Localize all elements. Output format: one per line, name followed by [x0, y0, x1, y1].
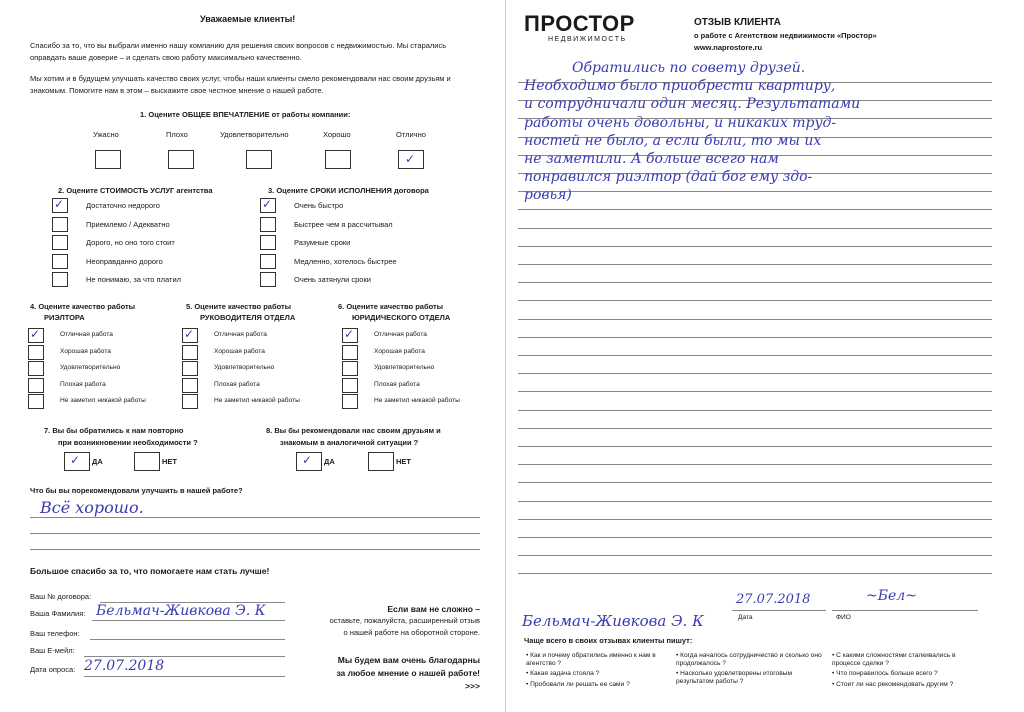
review-rule-line	[518, 464, 992, 465]
review-rule-line	[518, 355, 992, 356]
q2-option-label: Неоправданно дорого	[86, 256, 163, 266]
q4-option-label: Плохая работа	[60, 380, 106, 388]
q6-title	[338, 301, 450, 323]
q1-question	[140, 110, 350, 119]
q5-option-label: Удовлетворительно	[214, 364, 275, 371]
q5-checkbox[interactable]	[182, 361, 198, 376]
contract-label: Ваш № договора:	[30, 592, 92, 601]
date-caption: Дата	[738, 614, 753, 621]
q2-checkmark: ✓	[54, 197, 65, 211]
date-line	[84, 676, 285, 677]
side-note	[300, 603, 480, 639]
q1-option-checkbox[interactable]	[246, 150, 272, 169]
date-value[interactable]: 27.07.2018	[84, 658, 165, 674]
review-rule-line	[518, 519, 992, 520]
review-title: ОТЗЫВ КЛИЕНТА	[694, 17, 781, 28]
q3-title: 3. Оцените СРОКИ ИСПОЛНЕНИЯ договора	[268, 186, 429, 195]
review-rule-line	[518, 191, 992, 192]
grateful-note	[300, 654, 480, 693]
review-line[interactable]: Обратились по совету друзей.	[572, 60, 806, 76]
logo-subtitle: НЕДВИЖИМОСТЬ	[548, 36, 627, 43]
q8-line1: 8. Вы бы рекомендовали нас своим друзьям и	[266, 426, 441, 435]
q6-option-label: Не заметил никакой работы	[374, 397, 460, 404]
q1-option-label: Хорошо	[323, 130, 351, 139]
review-rule-line	[518, 300, 992, 301]
q5-title-line1: 5. Оцените качество работы	[186, 302, 292, 311]
q7-no-label: НЕТ	[162, 457, 177, 466]
q3-checkbox[interactable]	[260, 217, 276, 232]
often-item: • Когда началось сотрудничество и сколько оно продолжалось ?	[676, 652, 822, 667]
intro-paragraph-1: Спасибо за то, что вы выбрали именно нашу компанию для решения своих вопросов с недвижимостью. Мы старались оправдать ваше доверие – и сделать свою работу максимально качественно.	[30, 41, 447, 62]
signature-icon: ~Бел~	[866, 588, 917, 604]
review-rule-line	[518, 446, 992, 447]
q1-text: Оцените ОБЩЕЕ ВПЕЧАТЛЕНИЕ от работы компании:	[148, 110, 351, 119]
often-item: • Стоит ли нас рекомендовать другим ?	[832, 681, 954, 688]
often-item: • С какими сложностями сталкивались в процессе сделки ?	[832, 652, 956, 667]
logo-text: ПРОСТОР	[524, 11, 635, 36]
surname-label: Ваша Фамилия:	[30, 609, 86, 618]
review-rule-line	[518, 482, 992, 483]
q2-option-label: Достаточно недорого	[86, 201, 160, 210]
review-line[interactable]: работы очень довольны, и никаких труд-	[524, 114, 837, 131]
q4-checkbox[interactable]	[28, 361, 44, 376]
review-rule-line	[518, 537, 992, 538]
improve-line-1	[30, 517, 480, 518]
q4-checkmark: ✓	[30, 327, 41, 341]
review-rule-line	[518, 373, 992, 374]
q6-checkbox[interactable]	[342, 394, 358, 409]
surname-line	[92, 620, 285, 621]
q6-checkbox[interactable]	[342, 345, 358, 360]
q8-no-label: НЕТ	[396, 457, 411, 466]
q1-option-label: Плохо	[166, 130, 188, 139]
q1-option-checkbox[interactable]	[325, 150, 351, 169]
q6-checkbox[interactable]	[342, 378, 358, 393]
review-rule-line	[518, 410, 992, 411]
review-rule-line	[518, 264, 992, 265]
surname-value[interactable]: Бельмач-Живкова Э. К	[96, 603, 266, 619]
review-rule-line	[518, 337, 992, 338]
q3-option-label: Очень быстро	[294, 201, 344, 210]
q1-option-label: Отлично	[396, 130, 426, 139]
q1-checkmark: ✓	[405, 152, 416, 166]
q3-option-label: Разумные сроки	[294, 238, 351, 247]
q2-checkbox[interactable]	[52, 235, 68, 250]
q5-checkmark: ✓	[184, 327, 195, 341]
q3-checkbox[interactable]	[260, 272, 276, 287]
q4-checkbox[interactable]	[28, 378, 44, 393]
review-rule-line	[518, 501, 992, 502]
q3-checkbox[interactable]	[260, 235, 276, 250]
often-item: • Насколько удовлетворены итоговым результатом работы ?	[676, 670, 792, 685]
q1-option-label: Удовлетворительно	[220, 130, 289, 139]
review-rule-line	[518, 228, 992, 229]
often-item: • Как и почему обратились именно к нам в агентство ?	[526, 652, 656, 667]
review-subtitle: о работе с Агентством недвижимости «Простор»	[694, 31, 877, 40]
q6-title-line1: 6. Оцените качество работы	[338, 302, 444, 311]
side-note-line2: оставьте, пожалуйста, расширенный отзыв	[329, 616, 480, 625]
email-label: Ваш Е-мейл:	[30, 646, 75, 655]
q6-option-label: Хорошая работа	[374, 347, 425, 355]
q7-yes-checkmark: ✓	[70, 453, 81, 467]
q8-line2: знакомым в аналогичной ситуации ?	[280, 438, 419, 447]
review-line[interactable]: и сотрудничали один месяц. Результатами	[524, 96, 861, 113]
review-rule-line	[518, 282, 992, 283]
fio-caption: ФИО	[836, 614, 851, 621]
often-item: • Что понравилось больше всего ?	[832, 670, 938, 677]
fio-line	[832, 610, 978, 611]
q1-option-checkbox[interactable]	[168, 150, 194, 169]
q5-option-label: Хорошая работа	[214, 347, 265, 355]
q4-title-line1: 4. Оцените качество работы	[30, 302, 136, 311]
greeting: Уважаемые клиенты!	[200, 14, 296, 24]
q6-checkmark: ✓	[344, 327, 355, 341]
q8-yes-checkmark: ✓	[302, 453, 313, 467]
review-rule-line	[518, 555, 992, 556]
q5-checkbox[interactable]	[182, 394, 198, 409]
intro-paragraph-2: Мы хотим и в будущем улучшать качество своих услуг, чтобы наши клиенты смело рекомендовали нас своим друзьям и знакомым. Помогите нам в этом – выскажите свое честное мнение о нашей работе.	[30, 74, 451, 95]
q3-checkbox[interactable]	[260, 254, 276, 269]
sign-date-line	[732, 610, 826, 611]
q6-option-label: Отличная работа	[374, 331, 427, 338]
q2-option-label: Приемлемо / Адекватно	[86, 219, 170, 229]
review-rule-line	[518, 428, 992, 429]
q3-checkmark: ✓	[262, 197, 273, 211]
improve-line-2	[30, 533, 480, 534]
q8-no-checkbox[interactable]	[368, 452, 394, 471]
thanks-text: Большое спасибо за то, что помогаете нам стать лучше!	[30, 566, 270, 576]
improve-line-3	[30, 549, 480, 550]
page-divider	[505, 0, 506, 712]
often-item: • Пробовали ли решать ее сами ?	[526, 681, 630, 688]
q7-no-checkbox[interactable]	[134, 452, 160, 471]
improve-answer[interactable]: Всё хорошо.	[40, 498, 144, 517]
q7-line2: при возникновении необходимости ?	[58, 438, 198, 447]
often-title: Чаще всего в своих отзывах клиенты пишут:	[524, 636, 693, 645]
q2-checkbox[interactable]	[52, 254, 68, 269]
q4-checkbox[interactable]	[28, 345, 44, 360]
q8-question	[266, 425, 441, 449]
q6-checkbox[interactable]	[342, 361, 358, 376]
side-note-line1: Если вам не сложно –	[387, 604, 480, 614]
review-rule-line	[518, 319, 992, 320]
q7-line1: 7. Вы бы обратились к нам повторно	[44, 426, 184, 435]
side-note-line3: о нашей работе на оборотной стороне.	[343, 628, 480, 637]
q6-option-label: Плохая работа	[374, 380, 420, 388]
arrows-icon: >>>	[465, 681, 480, 691]
improve-question: Что бы вы порекомендовали улучшить в нашей работе?	[30, 486, 243, 495]
q2-checkbox[interactable]	[52, 272, 68, 287]
q1-option-label: Ужасно	[93, 130, 119, 139]
q3-option-label: Медленно, хотелось быстрее	[294, 256, 397, 266]
q5-title	[186, 301, 295, 323]
q5-option-label: Плохая работа	[214, 380, 260, 388]
review-line[interactable]: Необходимо было приобрести квартиру,	[524, 78, 836, 95]
often-item: • Какая задача стояла ?	[526, 670, 600, 677]
q2-checkbox[interactable]	[52, 217, 68, 232]
q3-option-label: Очень затянули сроки	[294, 275, 371, 284]
review-line[interactable]: не заметили. А больше всего нам	[524, 151, 779, 167]
q7-question	[44, 425, 198, 449]
review-rule-line	[518, 573, 992, 574]
phone-line[interactable]	[90, 639, 285, 640]
review-rule-line	[518, 391, 992, 392]
sign-date[interactable]: 27.07.2018	[736, 592, 811, 607]
q5-checkbox[interactable]	[182, 378, 198, 393]
review-line[interactable]: понравился риэлтор (дай бог ему здо-	[524, 169, 813, 186]
q1-number: 1.	[140, 110, 147, 119]
q2-option-label: Не понимаю, за что платил	[86, 275, 182, 284]
q6-title-line2: ЮРИДИЧЕСКОГО ОТДЕЛА	[352, 313, 451, 322]
q8-yes-label: ДА	[324, 457, 335, 466]
q4-option-label: Отличная работа	[60, 331, 113, 338]
q2-option-label: Дорого, но оно того стоит	[86, 238, 175, 247]
q5-title-line2: РУКОВОДИТЕЛЯ ОТДЕЛА	[200, 313, 296, 322]
review-rule-line	[518, 246, 992, 247]
q5-checkbox[interactable]	[182, 345, 198, 360]
review-line[interactable]: ровья)	[524, 187, 572, 204]
logo	[524, 12, 635, 43]
email-line[interactable]	[84, 656, 285, 657]
q3-option-label: Быстрее чем я рассчитывал	[294, 219, 393, 229]
review-line[interactable]: ностей не было, а если были, то мы их	[524, 132, 822, 149]
q5-option-label: Не заметил никакой работы	[214, 397, 300, 404]
q7-yes-label: ДА	[92, 457, 103, 466]
date-label: Дата опроса:	[30, 665, 76, 674]
q4-title-line2: РИЭЛТОРА	[44, 313, 85, 322]
q5-option-label: Отличная работа	[214, 331, 267, 338]
q6-option-label: Удовлетворительно	[374, 364, 435, 371]
q2-title: 2. Оцените СТОИМОСТЬ УСЛУГ агентства	[58, 186, 213, 195]
grateful-line2: за любое мнение о нашей работе!	[336, 668, 480, 678]
phone-label: Ваш телефон:	[30, 629, 80, 638]
q1-option-checkbox[interactable]	[95, 150, 121, 169]
review-rule-line	[518, 209, 992, 210]
site-link[interactable]: www.naprostore.ru	[694, 43, 763, 52]
sign-name[interactable]: Бельмач-Живкова Э. К	[522, 612, 704, 630]
q4-option-label: Хорошая работа	[60, 347, 111, 355]
q4-option-label: Не заметил никакой работы	[60, 397, 146, 404]
q4-option-label: Удовлетворительно	[60, 364, 121, 371]
q4-title	[30, 301, 135, 323]
q4-checkbox[interactable]	[28, 394, 44, 409]
grateful-line1: Мы будем вам очень благодарны	[337, 655, 480, 665]
